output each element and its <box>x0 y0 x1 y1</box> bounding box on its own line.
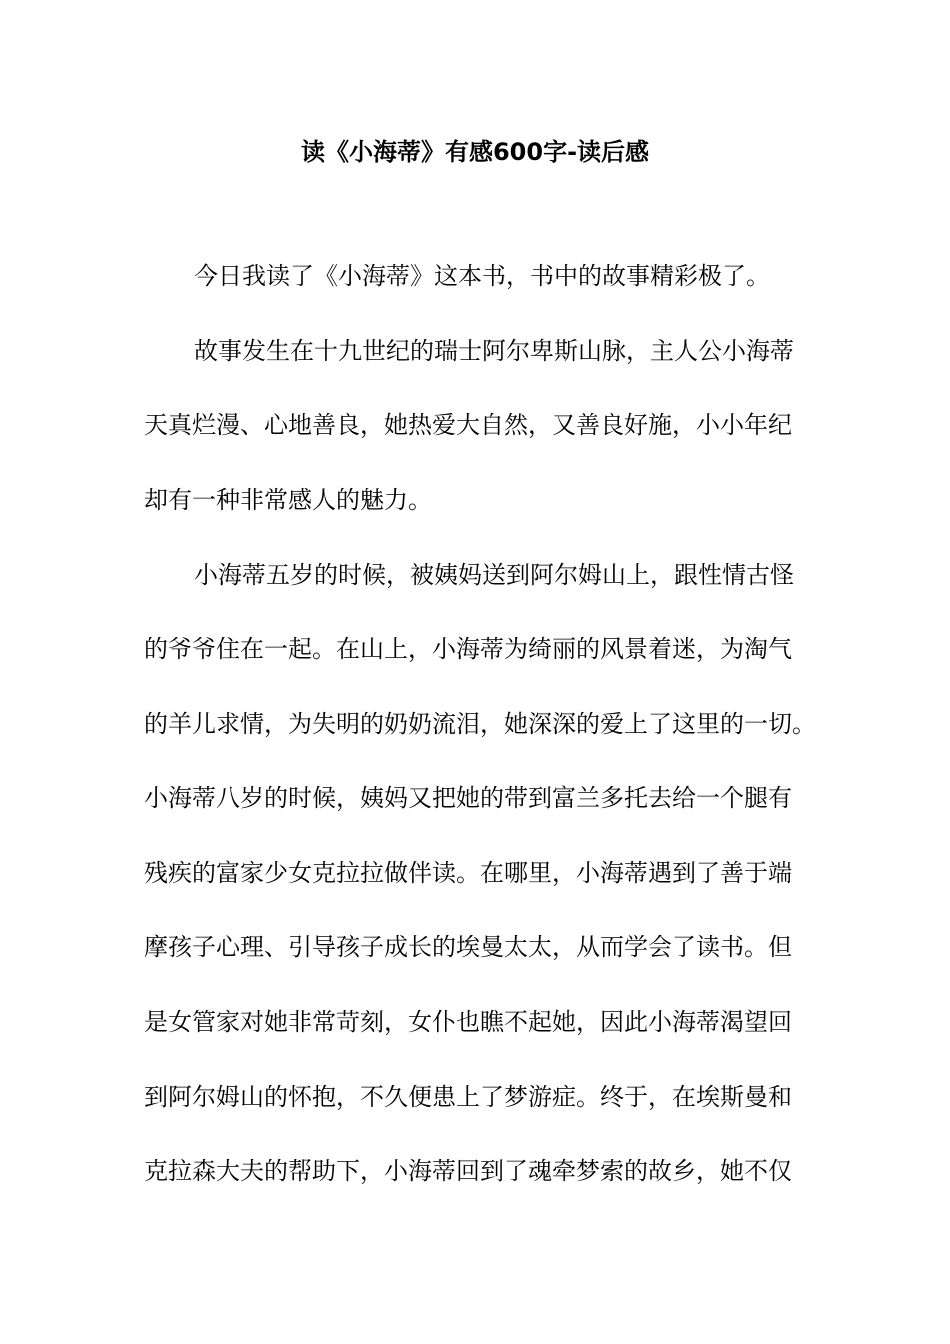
paragraph-line: 天真烂漫、心地善良，她热爱大自然，又善良好施，小小年纪 <box>144 411 792 439</box>
paragraph-line: 小海蒂五岁的时候，被姨妈送到阿尔姆山上，跟性情古怪 <box>194 561 794 589</box>
paragraph-line: 小海蒂八岁的时候，姨妈又把她的带到富兰多托去给一个腿有 <box>144 784 792 812</box>
paragraph-line: 残疾的富家少女克拉拉做伴读。在哪里，小海蒂遇到了善于端 <box>144 859 792 887</box>
paragraph-line: 克拉森大夫的帮助下，小海蒂回到了魂牵梦索的故乡，她不仅 <box>144 1157 792 1185</box>
document-title: 读《小海蒂》有感600字-读后感 <box>300 138 650 166</box>
paragraph-line: 的爷爷住在一起。在山上，小海蒂为绮丽的风景着迷，为淘气 <box>144 635 792 663</box>
paragraph-line: 的羊儿求情，为失明的奶奶流泪，她深深的爱上了这里的一切。 <box>144 710 816 738</box>
paragraph-line: 摩孩子心理、引导孩子成长的埃曼太太，从而学会了读书。但 <box>144 933 792 961</box>
paragraph-line: 却有一种非常感人的魅力。 <box>144 486 432 514</box>
paragraph-line: 是女管家对她非常苛刻，女仆也瞧不起她，因此小海蒂渴望回 <box>144 1008 792 1036</box>
paragraph-line: 故事发生在十九世纪的瑞士阿尔卑斯山脉，主人公小海蒂 <box>194 337 794 365</box>
paragraph-line: 到阿尔姆山的怀抱，不久便患上了梦游症。终于，在埃斯曼和 <box>144 1083 792 1111</box>
paragraph-line: 今日我读了《小海蒂》这本书，书中的故事精彩极了。 <box>194 262 770 290</box>
